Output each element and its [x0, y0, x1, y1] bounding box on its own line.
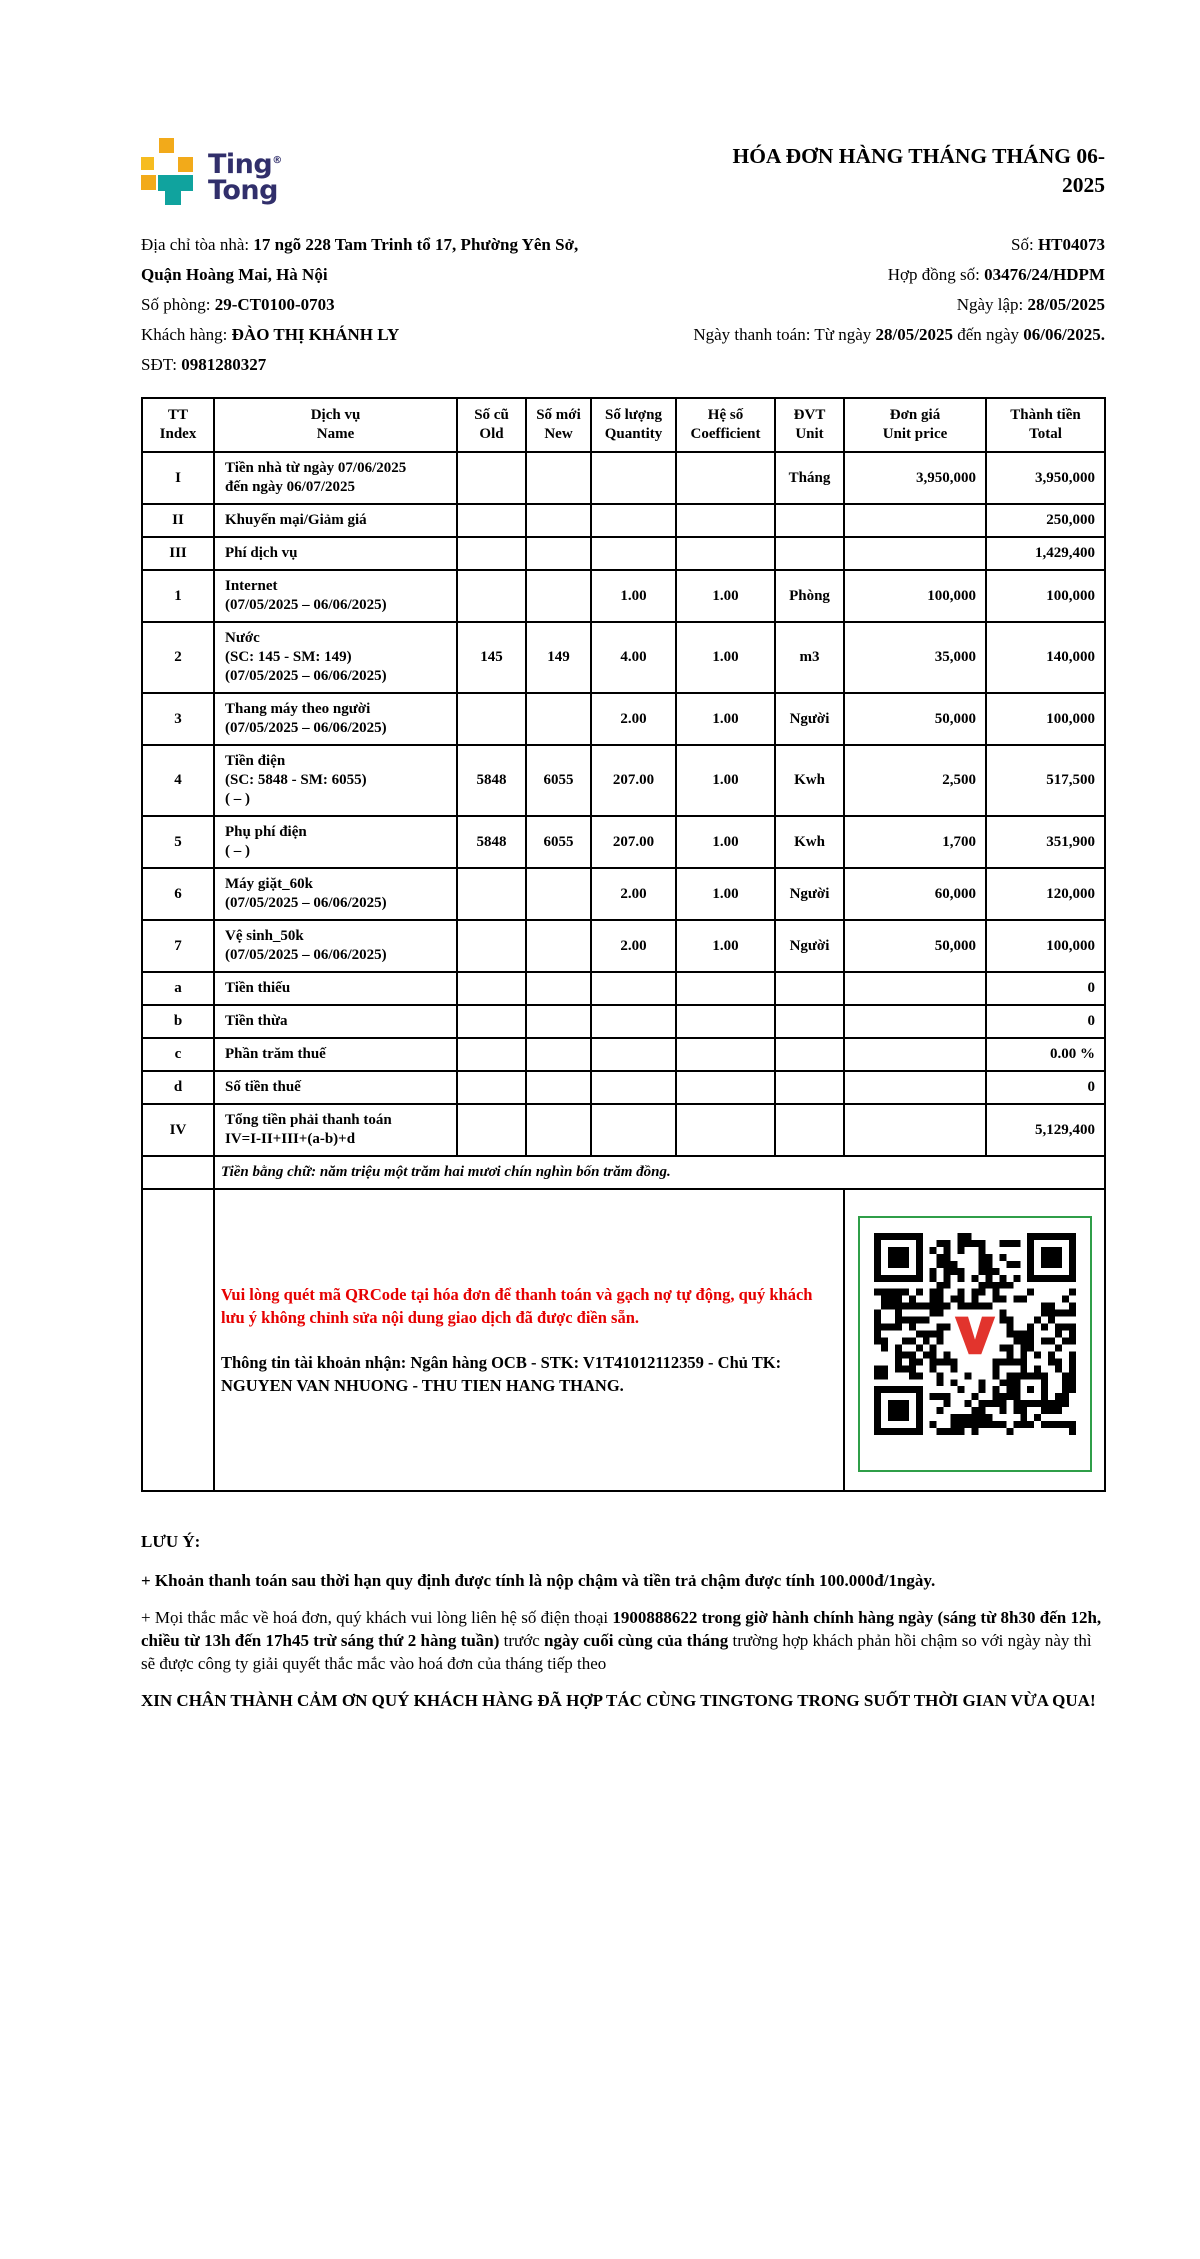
cell-old — [457, 693, 526, 745]
invoice-title — [732, 142, 1105, 200]
cell-old: 5848 — [457, 745, 526, 816]
cell-total: 5,129,400 — [986, 1104, 1105, 1156]
contract-number-line: Hợp đồng số: 03476/24/HDPM — [887, 265, 1105, 284]
cell-unit — [775, 1038, 844, 1071]
registered-mark: ® — [272, 155, 282, 166]
building-address-line: Địa chỉ tòa nhà: 17 ngõ 228 Tam Trinh tổ 17, Phường Yên Sở, — [141, 235, 579, 254]
cell-coef: 1.00 — [676, 622, 775, 693]
cell-qty — [591, 1038, 676, 1071]
cell-old — [457, 537, 526, 570]
cell-qty — [591, 1071, 676, 1104]
cell-total: 250,000 — [986, 504, 1105, 537]
cell-price: 35,000 — [844, 622, 986, 693]
cell-qty: 2.00 — [591, 920, 676, 972]
cell-price — [844, 1038, 986, 1071]
cell-new — [526, 972, 591, 1005]
cell-total: 140,000 — [986, 622, 1105, 693]
cell-tt: 1 — [142, 570, 214, 622]
logo-wordmark — [208, 148, 282, 204]
cell-price — [844, 1104, 986, 1156]
cell-empty — [142, 1156, 214, 1189]
cell-qty: 2.00 — [591, 693, 676, 745]
logo-word-tong: Tong — [208, 175, 278, 206]
qr-scan-warning: Vui lòng quét mã QRCode tại hóa đơn để thanh toán và gạch nợ tự động, quý khách lưu ý không chỉnh sửa nội dung giao dịch đã được điền sẵn. — [221, 1285, 813, 1327]
table-row-3 — [142, 693, 1105, 745]
table-row-2 — [142, 622, 1105, 693]
cell-price: 1,700 — [844, 816, 986, 868]
cell-total: 0.00 % — [986, 1038, 1105, 1071]
cell-coef — [676, 1071, 775, 1104]
table-row-II — [142, 504, 1105, 537]
cell-price: 60,000 — [844, 868, 986, 920]
payment-qr-code — [858, 1216, 1092, 1472]
cell-tt: I — [142, 452, 214, 504]
col-header-old: Số cũ Old — [457, 398, 526, 452]
cell-name: Tổng tiền phải thanh toán IV=I-II+III+(a-b)+d — [214, 1104, 457, 1156]
cell-unit — [775, 1005, 844, 1038]
cell-name: Vệ sinh_50k (07/05/2025 – 06/06/2025) — [214, 920, 457, 972]
cell-tt: 5 — [142, 816, 214, 868]
cell-total: 3,950,000 — [986, 452, 1105, 504]
cell-unit: Kwh — [775, 745, 844, 816]
table-row-a — [142, 972, 1105, 1005]
cell-tt: II — [142, 504, 214, 537]
table-row-I — [142, 452, 1105, 504]
customer-name-line: Khách hàng: ĐÀO THỊ KHÁNH LY — [141, 325, 400, 344]
cell-name: Khuyến mại/Giảm giá — [214, 504, 457, 537]
cell-new — [526, 1104, 591, 1156]
cell-qty — [591, 972, 676, 1005]
logo-word-ting: Ting — [208, 149, 273, 180]
charges-table — [141, 397, 1106, 1492]
cell-price: 50,000 — [844, 693, 986, 745]
cell-old: 5848 — [457, 816, 526, 868]
cell-qty: 207.00 — [591, 745, 676, 816]
cell-tt: IV — [142, 1104, 214, 1156]
qr-cell — [844, 1189, 1105, 1491]
cell-price — [844, 504, 986, 537]
cell-new — [526, 1071, 591, 1104]
cell-name: Máy giặt_60k (07/05/2025 – 06/06/2025) — [214, 868, 457, 920]
cell-old — [457, 1005, 526, 1038]
cell-tt: 6 — [142, 868, 214, 920]
cell-coef: 1.00 — [676, 920, 775, 972]
cell-price — [844, 972, 986, 1005]
cell-qty: 4.00 — [591, 622, 676, 693]
cell-unit: Tháng — [775, 452, 844, 504]
cell-old — [457, 920, 526, 972]
cell-old — [457, 1038, 526, 1071]
cell-old — [457, 1104, 526, 1156]
cell-tt: 3 — [142, 693, 214, 745]
table-row-c — [142, 1038, 1105, 1071]
cell-new — [526, 452, 591, 504]
cell-coef — [676, 972, 775, 1005]
cell-name: Tiền thiếu — [214, 972, 457, 1005]
cell-tt: c — [142, 1038, 214, 1071]
table-row-IV — [142, 1104, 1105, 1156]
table-row-III — [142, 537, 1105, 570]
cell-coef — [676, 537, 775, 570]
cell-old — [457, 972, 526, 1005]
cell-total: 100,000 — [986, 570, 1105, 622]
cell-tt: a — [142, 972, 214, 1005]
cell-new — [526, 1005, 591, 1038]
cell-unit — [775, 1071, 844, 1104]
payment-qr-row — [142, 1189, 1105, 1491]
note-hotline: + Mọi thắc mắc về hoá đơn, quý khách vui lòng liên hệ số điện thoại 1900888622 trong giờ hành chính hàng ngày (sáng từ 8h30 đến 12h, chiều từ 13h đến 17h45 trừ sáng thứ 2 hàng tuần) trước ngày cuối cùng của tháng trường hợp khách phản hồi chậm so với ngày này thì sẽ được công ty giải quyết thắc mắc vào hoá đơn của tháng tiếp theo — [141, 1608, 1102, 1673]
invoice-title-line1: HÓA ĐƠN HÀNG THÁNG THÁNG 06- — [732, 144, 1105, 168]
cell-qty: 2.00 — [591, 868, 676, 920]
cell-price: 50,000 — [844, 920, 986, 972]
cell-new — [526, 868, 591, 920]
cell-new — [526, 693, 591, 745]
table-row-4 — [142, 745, 1105, 816]
invoice-number-line: Số: HT04073 — [1011, 235, 1105, 254]
cell-qty — [591, 1104, 676, 1156]
room-number-line: Số phòng: 29-CT0100-0703 — [141, 295, 335, 314]
note-late-fee: + Khoản thanh toán sau thời hạn quy định được tính là nộp chậm và tiền trả chậm được tính 100.000đ/1ngày. — [141, 1571, 936, 1590]
cell-name: Nước (SC: 145 - SM: 149) (07/05/2025 – 06/06/2025) — [214, 622, 457, 693]
amount-in-words-row — [142, 1156, 1105, 1189]
col-header-name: Dịch vụ Name — [214, 398, 457, 452]
cell-price — [844, 1005, 986, 1038]
cell-unit: Người — [775, 920, 844, 972]
cell-qty: 1.00 — [591, 570, 676, 622]
invoice-header — [141, 0, 1105, 206]
cell-coef: 1.00 — [676, 868, 775, 920]
cell-price — [844, 537, 986, 570]
invoice-title-line2: 2025 — [1062, 173, 1105, 197]
cell-qty — [591, 452, 676, 504]
cell-tt: b — [142, 1005, 214, 1038]
tingtong-logo-icon — [141, 138, 199, 206]
cell-coef — [676, 504, 775, 537]
table-row-7 — [142, 920, 1105, 972]
cell-total: 1,429,400 — [986, 537, 1105, 570]
cell-coef — [676, 1005, 775, 1038]
cell-unit: Kwh — [775, 816, 844, 868]
issue-date-line: Ngày lập: 28/05/2025 — [956, 295, 1105, 314]
cell-new — [526, 537, 591, 570]
customer-phone-line: SĐT: 0981280327 — [141, 355, 267, 374]
cell-unit — [775, 537, 844, 570]
col-header-quantity: Số lượng Quantity — [591, 398, 676, 452]
cell-name: Tiền thừa — [214, 1005, 457, 1038]
cell-tt: III — [142, 537, 214, 570]
payment-instructions — [214, 1189, 844, 1491]
table-row-d — [142, 1071, 1105, 1104]
col-header-index: TT Index — [142, 398, 214, 452]
cell-old — [457, 868, 526, 920]
cell-coef: 1.00 — [676, 693, 775, 745]
payment-date-line: Ngày thanh toán: Từ ngày 28/05/2025 đến ngày 06/06/2025. — [693, 325, 1105, 344]
cell-total: 100,000 — [986, 693, 1105, 745]
amount-in-words: Tiền bằng chữ: năm triệu một trăm hai mươi chín nghìn bốn trăm đồng. — [214, 1156, 1105, 1189]
cell-tt: 2 — [142, 622, 214, 693]
cell-unit — [775, 1104, 844, 1156]
cell-tt: d — [142, 1071, 214, 1104]
cell-coef: 1.00 — [676, 570, 775, 622]
col-header-coefficient: Hệ số Coefficient — [676, 398, 775, 452]
cell-unit: m3 — [775, 622, 844, 693]
cell-qty — [591, 537, 676, 570]
cell-new — [526, 570, 591, 622]
cell-total: 100,000 — [986, 920, 1105, 972]
qr-code-image — [874, 1233, 1076, 1435]
cell-name: Phụ phí điện ( – ) — [214, 816, 457, 868]
building-address-line2: Quận Hoàng Mai, Hà Nội — [141, 265, 328, 284]
cell-qty — [591, 504, 676, 537]
cell-name: Số tiền thuế — [214, 1071, 457, 1104]
cell-old — [457, 1071, 526, 1104]
cell-tt: 4 — [142, 745, 214, 816]
cell-tt: 7 — [142, 920, 214, 972]
table-row-5 — [142, 816, 1105, 868]
table-row-1 — [142, 570, 1105, 622]
cell-coef: 1.00 — [676, 816, 775, 868]
cell-name: Phí dịch vụ — [214, 537, 457, 570]
cell-new: 6055 — [526, 745, 591, 816]
cell-price — [844, 1071, 986, 1104]
cell-total: 351,900 — [986, 816, 1105, 868]
cell-name: Thang máy theo người (07/05/2025 – 06/06/2025) — [214, 693, 457, 745]
cell-unit: Người — [775, 693, 844, 745]
cell-old — [457, 452, 526, 504]
table-header-row — [142, 398, 1105, 452]
table-row-b — [142, 1005, 1105, 1038]
cell-name: Tiền nhà từ ngày 07/06/2025 đến ngày 06/07/2025 — [214, 452, 457, 504]
cell-unit: Phòng — [775, 570, 844, 622]
cell-qty: 207.00 — [591, 816, 676, 868]
footer-notes — [141, 1530, 1105, 1712]
cell-old — [457, 570, 526, 622]
thanks-note: XIN CHÂN THÀNH CẢM ƠN QUÝ KHÁCH HÀNG ĐÃ HỢP TÁC CÙNG TINGTONG TRONG SUỐT THỜI GIAN VỪA QUA! — [141, 1691, 1096, 1710]
col-header-unit: ĐVT Unit — [775, 398, 844, 452]
cell-new — [526, 504, 591, 537]
col-header-total: Thành tiền Total — [986, 398, 1105, 452]
cell-price: 2,500 — [844, 745, 986, 816]
col-header-unit-price: Đơn giá Unit price — [844, 398, 986, 452]
cell-old: 145 — [457, 622, 526, 693]
notes-heading: LƯU Ý: — [141, 1532, 201, 1551]
invoice-info-block — [141, 230, 1105, 380]
cell-price: 3,950,000 — [844, 452, 986, 504]
cell-total: 517,500 — [986, 745, 1105, 816]
cell-unit — [775, 972, 844, 1005]
cell-total: 0 — [986, 1005, 1105, 1038]
cell-name: Internet (07/05/2025 – 06/06/2025) — [214, 570, 457, 622]
receiving-account-info: Thông tin tài khoản nhận: Ngân hàng OCB - STK: V1T41012112359 - Chủ TK: NGUYEN VAN NHUONG - THU TIEN HANG THANG. — [221, 1353, 782, 1395]
cell-old — [457, 504, 526, 537]
cell-name: Phần trăm thuế — [214, 1038, 457, 1071]
cell-empty — [142, 1189, 214, 1491]
cell-coef — [676, 452, 775, 504]
cell-total: 0 — [986, 972, 1105, 1005]
col-header-new: Số mới New — [526, 398, 591, 452]
cell-qty — [591, 1005, 676, 1038]
cell-name: Tiền điện (SC: 5848 - SM: 6055) ( – ) — [214, 745, 457, 816]
cell-price: 100,000 — [844, 570, 986, 622]
table-row-6 — [142, 868, 1105, 920]
cell-new: 149 — [526, 622, 591, 693]
cell-total: 0 — [986, 1071, 1105, 1104]
cell-new — [526, 920, 591, 972]
cell-coef — [676, 1104, 775, 1156]
cell-unit: Người — [775, 868, 844, 920]
cell-coef: 1.00 — [676, 745, 775, 816]
tingtong-logo — [141, 138, 282, 206]
cell-total: 120,000 — [986, 868, 1105, 920]
cell-new — [526, 1038, 591, 1071]
cell-coef — [676, 1038, 775, 1071]
cell-unit — [775, 504, 844, 537]
cell-new: 6055 — [526, 816, 591, 868]
